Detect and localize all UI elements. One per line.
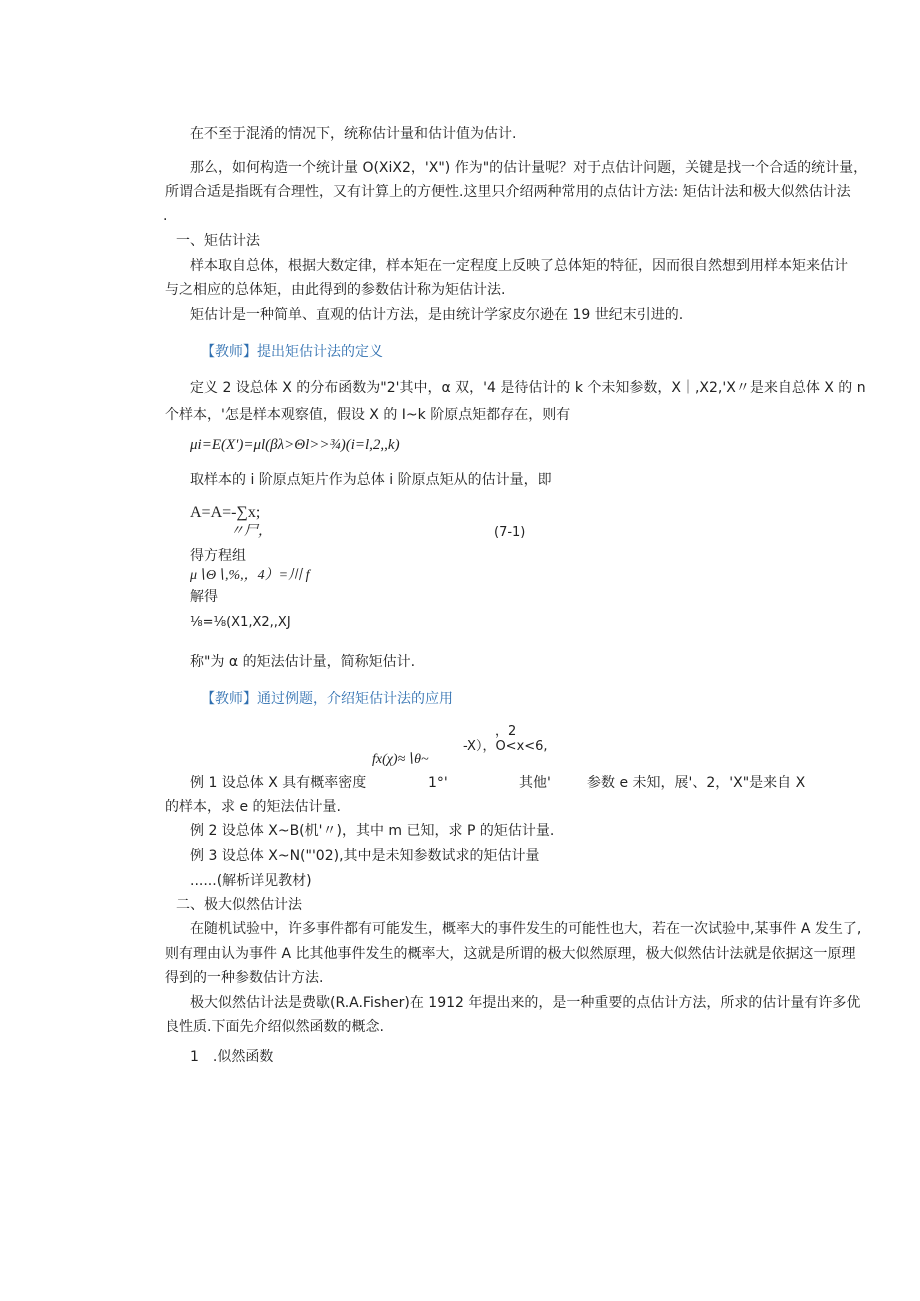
formula-system: μ∖Θ∖,%,，4）=川 f <box>190 568 310 583</box>
paragraph-line: 取样本的 i 阶原点矩片作为总体 i 阶原点矩从的估计量，即 <box>190 472 552 488</box>
paragraph-line: 良性质.下面先介绍似然函数的概念. <box>165 1019 384 1035</box>
formula-moment: μi=E(X')=μl(βλ>Θl>>¾)(i=l,2,,k) <box>190 437 400 453</box>
paragraph-line: 极大似然估计法是费歇(R.A.Fisher)在 1912 年提出来的，是一种重要的点估计方法，所求的估计量有许多优 <box>190 995 861 1011</box>
example-formula-part: 1°' <box>428 775 448 791</box>
paragraph-line: 在不至于混淆的情况下，统称估计量和估计值为估计. <box>190 126 517 142</box>
section-heading: 二、极大似然估计法 <box>176 897 302 913</box>
example-formula-part: ，2 <box>495 724 517 739</box>
formula-solution: ⅛=⅛(X1,X2,,XJ <box>190 615 291 630</box>
formula-sample-moment-sub: 〃尸， <box>230 524 272 539</box>
paragraph-line: 所谓合适是指既有合理性，又有计算上的方便性.这里只介绍两种常用的点估计方法: 矩估计法和极大似然估计法 <box>165 184 851 200</box>
section-heading: 一、矩估计法 <box>176 233 260 249</box>
paragraph-line: ......(解析详见教材) <box>190 873 312 889</box>
paragraph-line: 与之相应的总体矩，由此得到的参数估计称为矩估计法. <box>165 282 506 298</box>
equation-number: (7-1) <box>494 525 526 540</box>
paragraph-line: 矩估计是一种简单、直观的估计方法，是由统计学家皮尔逊在 19 世纪末引进的. <box>190 307 684 323</box>
formula-sample-moment: A=A=-∑x; <box>190 504 261 521</box>
definition-line: 定义 2 设总体 X 的分布函数为"2'其中，α 双，'4 是待估计的 k 个未知参数，X｜,X2,'X〃是来自总体 X 的 n <box>190 380 866 396</box>
paragraph-line: 称"为 α 的矩法估计量，简称矩估计. <box>190 654 416 670</box>
paragraph-line: 样本取自总体，根据大数定律，样本矩在一定程度上反映了总体矩的特征，因而很自然想到用样本矩来估计 <box>190 258 848 274</box>
example-formula-part: -X），O<x<6, <box>463 739 548 754</box>
paragraph-line: 得到的一种参数估计方法. <box>165 970 324 986</box>
example-line: 例 2 设总体 X~B(机'〃)，其中 m 已知，求 P 的矩估计量. <box>190 823 555 839</box>
example-line: 的样本，求 e 的矩法估计量. <box>165 799 341 815</box>
paragraph-line: . <box>163 208 168 224</box>
teacher-note: 【教师】通过例题，介绍矩估计法的应用 <box>201 691 453 707</box>
paragraph-line: 在随机试验中，许多事件都有可能发生，概率大的事件发生的可能性也大，若在一次试验中,某事件 A 发生了, <box>190 921 862 937</box>
paragraph-line: 那么，如何构造一个统计量 O(XiX2，'X") 作为"的估计量呢？对于点估计问题，关键是找一个合适的统计量， <box>190 160 868 176</box>
example-formula-part: 其他' <box>519 775 551 791</box>
example-formula-part: fx(χ)≈∖θ~ <box>372 752 429 767</box>
definition-line: 个样本，'怎是样本观察值，假设 X 的 I~k 阶原点矩都存在，则有 <box>165 407 571 423</box>
subsection-heading: 1 .似然函数 <box>190 1049 274 1065</box>
example-line: 例 3 设总体 X~N("'02),其中是未知参数试求的矩估计量 <box>190 848 540 864</box>
teacher-note: 【教师】提出矩估计法的定义 <box>201 344 383 360</box>
paragraph-line: 得方程组 <box>190 548 246 564</box>
example-line: 参数 e 未知，展'、2，'X"是来自 X <box>587 775 806 791</box>
paragraph-line: 则有理由认为事件 A 比其他事件发生的概率大，这就是所谓的极大似然原理，极大似然估计法就是依据这一原理 <box>165 946 856 962</box>
paragraph-line: 解得 <box>190 589 218 605</box>
example-line: 例 1 设总体 X 具有概率密度 <box>190 775 367 791</box>
